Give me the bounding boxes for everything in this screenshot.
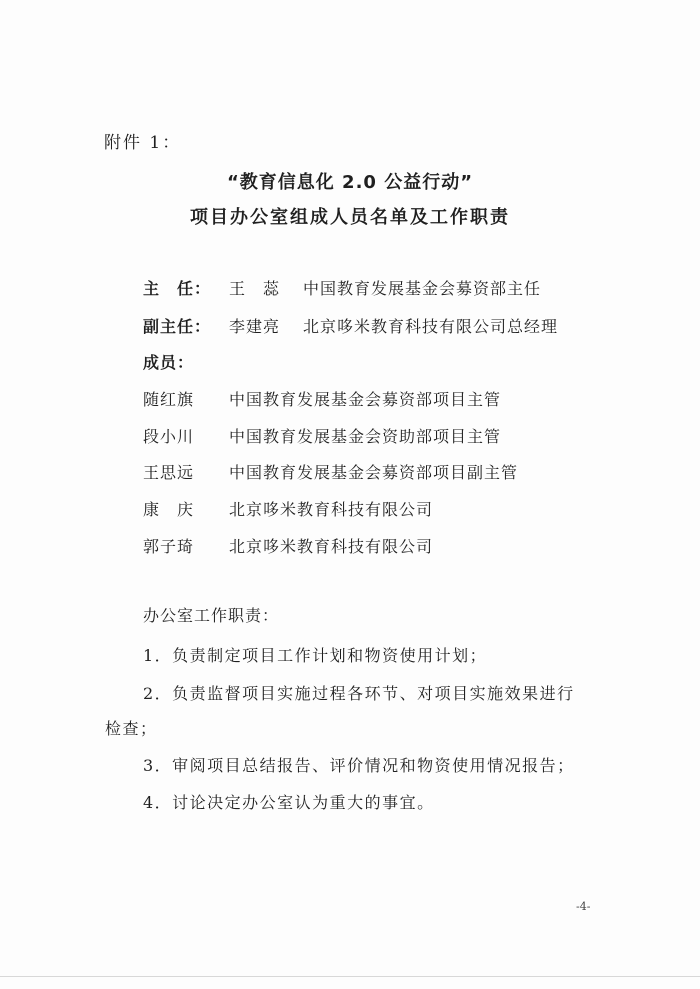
duty-item: 1．负责制定项目工作计划和物资使用计划；	[143, 646, 488, 665]
member-name: 王思远	[143, 463, 195, 482]
director-position: 中国教育发展基金会募资部主任	[303, 279, 542, 298]
member-row	[143, 497, 593, 521]
director-row	[143, 276, 593, 300]
member-row	[143, 424, 593, 448]
page-bottom-edge	[0, 976, 700, 977]
deputy-name: 李建亮	[229, 317, 281, 336]
member-org: 北京哆米教育科技有限公司	[229, 537, 434, 556]
member-row	[143, 534, 593, 558]
members-label: 成员：	[143, 353, 195, 372]
member-name: 随红旗	[143, 390, 195, 409]
duties-title: 办公室工作职责：	[143, 606, 280, 625]
member-row	[143, 460, 593, 484]
document-title-line1: “教育信息化 2.0 公益行动”	[226, 172, 474, 193]
member-name: 郭子琦	[143, 537, 195, 556]
deputy-position: 北京哆米教育科技有限公司总经理	[303, 317, 559, 336]
document-title-line2: 项目办公室组成人员名单及工作职责	[190, 207, 510, 228]
member-org: 中国教育发展基金会资助部项目主管	[229, 427, 502, 446]
member-name: 康 庆	[143, 500, 195, 519]
member-row	[143, 387, 593, 411]
director-role-label: 主 任：	[143, 279, 212, 298]
member-org: 中国教育发展基金会募资部项目副主管	[229, 463, 519, 482]
page-number: -4-	[576, 900, 591, 913]
duty-item-continuation: 检查；	[105, 719, 158, 738]
deputy-row	[143, 314, 593, 338]
deputy-role-label: 副主任：	[143, 317, 212, 336]
member-name: 段小川	[143, 427, 195, 446]
duty-item: 3．审阅项目总结报告、评价情况和物资使用情况报告；	[143, 756, 575, 775]
member-org: 中国教育发展基金会募资部项目主管	[229, 390, 502, 409]
duty-item: 2．负责监督项目实施过程各环节、对项目实施效果进行	[143, 684, 575, 703]
director-name: 王 蕊	[229, 279, 281, 298]
members-row	[143, 350, 243, 374]
member-org: 北京哆米教育科技有限公司	[229, 500, 434, 519]
attachment-label: 附件 1：	[104, 133, 182, 153]
duty-item: 4．讨论决定办公室认为重大的事宜。	[143, 793, 435, 812]
